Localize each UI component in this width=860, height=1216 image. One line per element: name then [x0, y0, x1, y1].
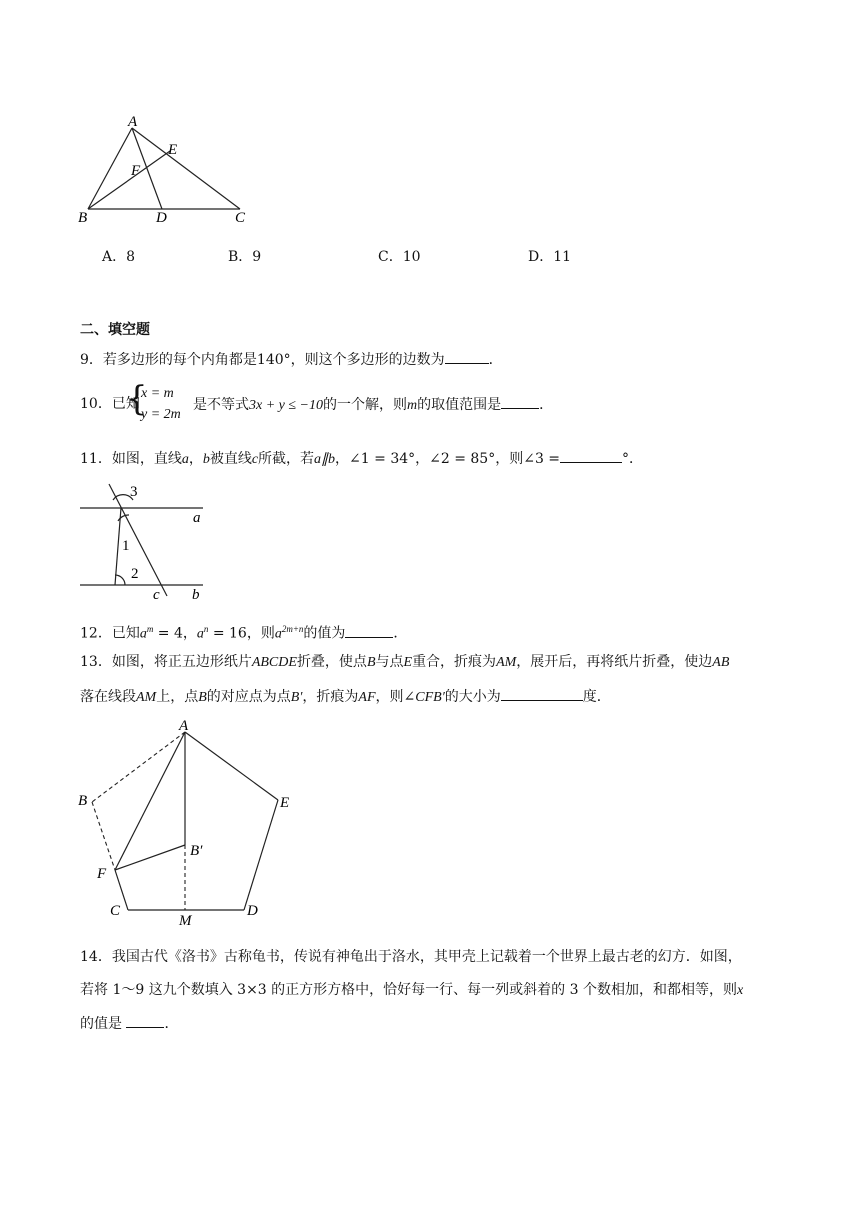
q8-option-d[interactable]: D．11 — [528, 249, 572, 265]
question-14-line1: 14．我国古代《洛书》古称龟书，传说有神龟出于洛水，其甲壳上记载着一个世界上最古老的幻方．如图， — [80, 949, 742, 965]
q8-label-c: C — [235, 210, 246, 226]
q13-label-b: B — [78, 793, 88, 809]
q8-label-a: A — [128, 114, 138, 130]
q12-answer-blank[interactable] — [345, 623, 393, 638]
q11-label-2: 2 — [131, 566, 139, 582]
q13-label-f: F — [97, 866, 107, 882]
q8-option-a[interactable]: A．8 — [102, 249, 136, 265]
q8-label-f: F — [131, 163, 141, 179]
question-14-line3: 的值是 ． — [80, 1013, 178, 1034]
q13-label-d: D — [247, 903, 258, 919]
q14-answer-blank[interactable] — [126, 1013, 164, 1028]
q8-label-d: D — [156, 210, 167, 226]
q13-label-e: E — [280, 795, 290, 811]
q8-label-b: B — [78, 210, 88, 226]
q11-label-3: 3 — [130, 484, 138, 500]
q11-label-1: 1 — [122, 538, 130, 554]
question-11: 11．如图，直线a，b被直线c所截，若a∥b，∠1 = 34°，∠2 = 85°，则∠3 = °． — [80, 448, 643, 470]
q13-label-c: C — [110, 903, 121, 919]
q13-pentagon-figure — [70, 715, 310, 925]
q13-label-m: M — [179, 913, 192, 925]
q13-label-a: A — [179, 718, 189, 734]
q10-eq2: y = 2m — [141, 407, 181, 422]
q8-option-c[interactable]: C．10 — [378, 249, 421, 265]
q11-label-b: b — [192, 587, 200, 603]
question-10: 10．已知 — [80, 396, 140, 412]
q10-eq1: x = m — [141, 386, 174, 401]
q13-label-b-prime: B′ — [190, 843, 203, 859]
q11-parallel-lines-figure — [75, 478, 215, 603]
q11-label-a: a — [193, 510, 201, 526]
q8-label-e: E — [168, 142, 178, 158]
question-13-line2: 落在线段AM上，点B的对应点为点B′，折痕为AF，则∠CFB′的大小为 度． — [80, 686, 611, 708]
q13-answer-blank[interactable] — [501, 686, 583, 701]
question-9: 9．若多边形的每个内角都是140°，则这个多边形的边数为 ． — [80, 349, 503, 370]
q10-answer-blank[interactable] — [501, 394, 539, 409]
question-10-rest: 是不等式3x + y ≤ −10的一个解，则m的取值范围是 ． — [193, 394, 553, 416]
q11-label-c: c — [153, 587, 160, 603]
question-13-line1: 13．如图，将正五边形纸片ABCDE折叠，使点B与点E重合，折痕为AM，展开后，再将纸片折叠，使边AB — [80, 654, 730, 670]
q8-triangle-figure — [70, 110, 270, 230]
question-14-line2: 若将 1～9 这九个数填入 3×3 的正方形方格中，恰好每一行、每一列或斜着的 3 个数相加，和都相等，则x — [80, 982, 744, 998]
q9-answer-blank[interactable] — [445, 349, 489, 364]
q8-option-b[interactable]: B．9 — [228, 249, 262, 265]
question-12: 12．已知$a^m = 4$，$a^n = 16$，则$a^{2m+n}$的值为 ． — [80, 624, 408, 642]
q11-answer-blank[interactable] — [560, 448, 622, 463]
section-title: 二、填空题 — [80, 322, 150, 338]
q10-system-brace: { — [126, 379, 148, 419]
